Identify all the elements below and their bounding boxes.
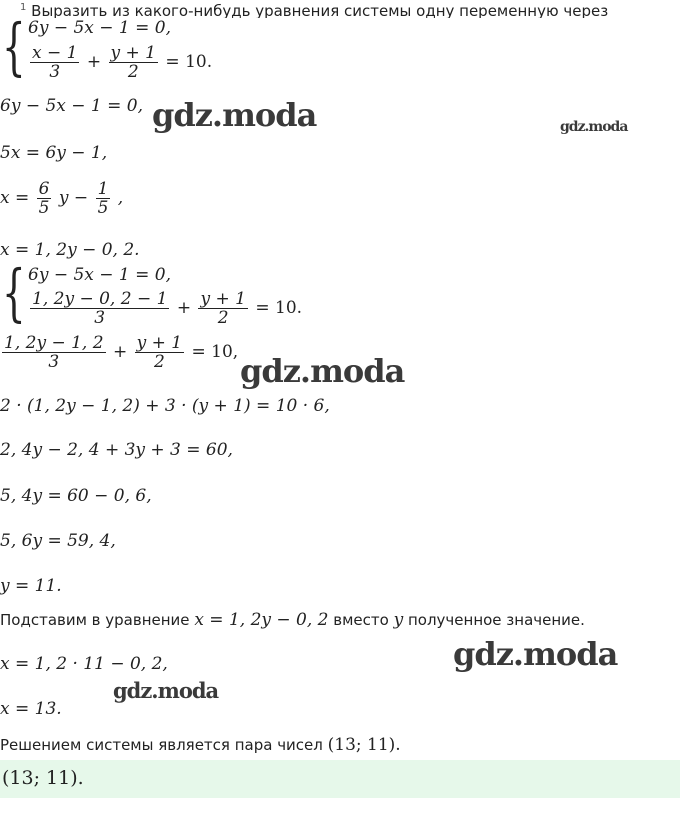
substitute-var: y <box>393 610 404 630</box>
system2-eq2 <box>28 290 302 327</box>
step-5-plus: + <box>112 342 128 362</box>
system1-eq2 <box>28 44 212 81</box>
step-4: x = 1, 2y − 0, 2. <box>0 240 140 260</box>
step-3-frac1 <box>37 180 52 217</box>
system2-brace: { <box>2 256 26 329</box>
system1-brace: { <box>2 10 26 83</box>
step-3 <box>0 180 123 217</box>
system2-plus: + <box>176 298 192 318</box>
task-number: 1 <box>20 2 27 13</box>
system2-frac1-num: 1, 2y − 0, 2 − 1 <box>32 289 168 309</box>
system1-frac2 <box>109 44 158 81</box>
substitute-line <box>0 610 585 630</box>
system2-frac2-den: 2 <box>217 308 229 328</box>
step-12: x = 13. <box>0 699 62 719</box>
task-header <box>20 2 608 18</box>
task-header-text: Выразить из какого-нибудь уравнения системы одну переменную через <box>31 2 609 18</box>
system2-eq1: 6y − 5x − 1 = 0, <box>28 265 172 285</box>
system1-plus: + <box>86 52 102 72</box>
step-7: 2, 4y − 2, 4 + 3y + 3 = 60, <box>0 440 233 460</box>
watermark-2: gdz.moda <box>560 119 628 135</box>
system1-frac1 <box>30 44 79 81</box>
step-3-lhs: x = <box>0 188 30 208</box>
step-3-end: , <box>117 188 124 208</box>
system2-frac1-den: 3 <box>94 308 106 328</box>
step-5-frac1-num: 1, 2y − 1, 2 <box>4 333 104 353</box>
step-5-rhs: = 10, <box>191 342 239 362</box>
system1-frac2-num: y + 1 <box>110 43 157 63</box>
substitute-expr: x = 1, 2y − 0, 2 <box>194 610 329 630</box>
watermark-5: gdz.moda <box>113 678 219 703</box>
step-5-frac1-den: 3 <box>48 352 60 372</box>
step-8: 5, 4y = 60 − 0, 6, <box>0 486 152 506</box>
step-5-frac2 <box>135 334 184 371</box>
system2-rhs: = 10. <box>255 298 303 318</box>
step-3-frac1-den: 5 <box>38 198 50 218</box>
system2-frac1 <box>30 290 169 327</box>
system2-frac2 <box>198 290 247 327</box>
substitute-text-c: полученное значение. <box>403 611 585 629</box>
step-3-frac2-num: 1 <box>97 179 109 199</box>
system1-frac1-num: x − 1 <box>32 43 78 63</box>
step-5-frac2-den: 2 <box>153 352 165 372</box>
step-3-frac2 <box>96 180 111 217</box>
step-6: 2 · (1, 2y − 1, 2) + 3 · (y + 1) = 10 · 6, <box>0 396 330 416</box>
watermark-4: gdz.moda <box>453 635 618 673</box>
step-1: 6y − 5x − 1 = 0, <box>0 96 144 116</box>
system2-frac2-num: y + 1 <box>200 289 246 309</box>
solution-pair: (13; 11). <box>327 735 401 755</box>
step-10: y = 11. <box>0 576 62 596</box>
system1-frac2-den: 2 <box>127 62 139 82</box>
step-5 <box>0 334 238 371</box>
answer-value: (13; 11). <box>2 767 84 789</box>
solution-text: Решением системы является пара чисел <box>0 736 328 754</box>
watermark-3: gdz.moda <box>240 352 405 390</box>
step-9: 5, 6y = 59, 4, <box>0 531 116 551</box>
step-5-frac2-num: y + 1 <box>136 333 183 353</box>
answer-box <box>0 760 680 798</box>
watermark-1: gdz.moda <box>152 96 317 134</box>
substitute-text-b: вместо <box>328 611 394 629</box>
system1-frac1-den: 3 <box>49 62 61 82</box>
step-11: x = 1, 2 · 11 − 0, 2, <box>0 654 168 674</box>
substitute-text-a: Подставим в уравнение <box>0 611 195 629</box>
step-3-frac1-num: 6 <box>38 179 50 199</box>
system1-rhs: = 10. <box>165 52 213 72</box>
solution-line <box>0 735 401 755</box>
step-2: 5x = 6y − 1, <box>0 143 108 163</box>
system1-eq1: 6y − 5x − 1 = 0, <box>28 18 172 38</box>
step-5-frac1 <box>2 334 106 371</box>
step-3-mid: y − <box>58 188 89 208</box>
step-3-frac2-den: 5 <box>97 198 109 218</box>
